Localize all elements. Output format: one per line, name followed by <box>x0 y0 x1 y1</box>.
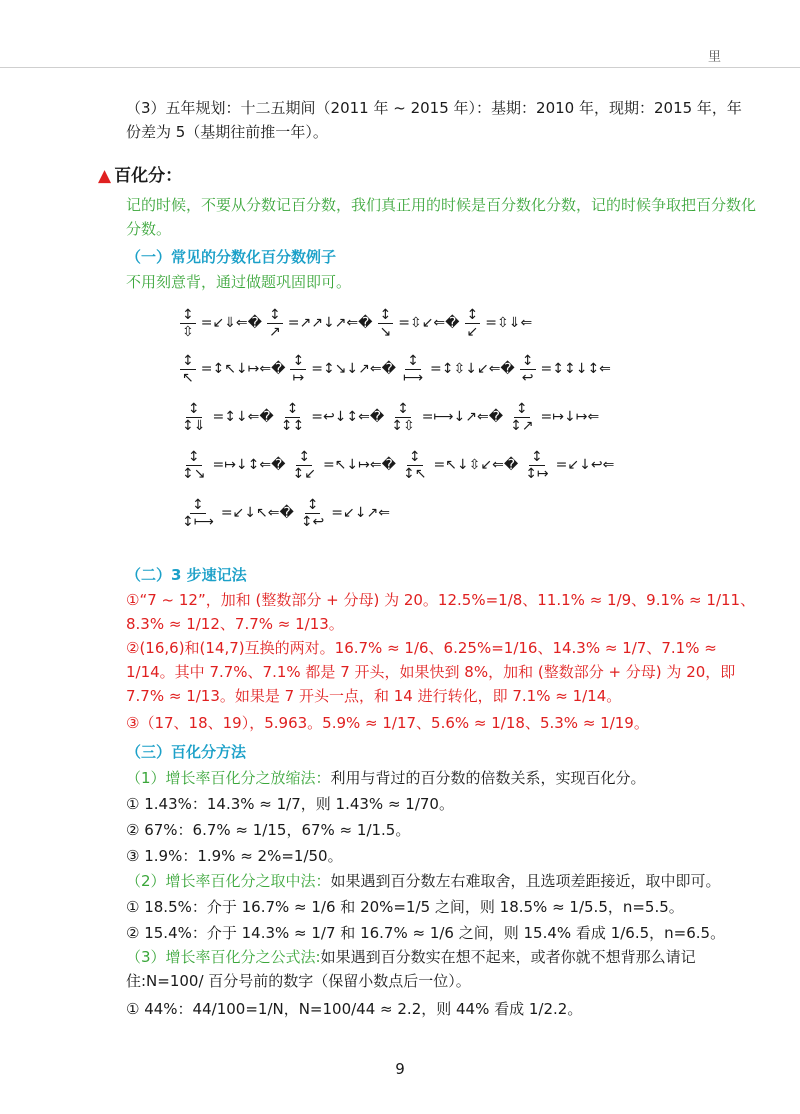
fraction-value: =↙↓↗⇐ <box>331 505 390 521</box>
fraction <box>299 497 326 530</box>
fraction-value: =↩↓↕⇐� <box>311 409 385 425</box>
sub2-point1: ①“7 ~ 12”，加和 (整数部分 + 分母) 为 20。12.5%=1/8、11.1% ≈ 1/9、9.1% ≈ 1/11、8.3% ≈ 1/12、7.7% ≈ 1/13。 <box>126 591 756 633</box>
intro-paragraph: （3）五年规划：十二五期间（2011 年 ~ 2015 年）：基期：2010 年，现期：2015 年，年份差为 5（基期往前推一年）。 <box>126 99 742 141</box>
fraction-denominator: ↙ <box>466 323 479 340</box>
fraction-numerator: ↕ <box>187 448 200 465</box>
fraction <box>180 449 207 482</box>
sub2-point3: ③（17、18、19），5.963。5.9% ≈ 1/17、5.6% ≈ 1/18、5.3% ≈ 1/19。 <box>126 714 649 732</box>
page-number: 9 <box>395 1060 405 1078</box>
section-title <box>98 161 182 186</box>
fraction-value: =↗↗↓↗⇐� <box>287 315 373 331</box>
fraction-value: =⇳↙⇐� <box>398 315 460 331</box>
fraction <box>290 353 306 386</box>
fraction-numerator: ↕ <box>379 306 392 323</box>
fraction-numerator: ↕ <box>531 448 543 465</box>
method3 <box>98 945 756 993</box>
fraction-denominator: ↘ <box>379 323 392 340</box>
fraction <box>523 449 550 482</box>
triangle-icon: ▲ <box>98 166 112 186</box>
fraction-numerator: ↕ <box>397 400 409 417</box>
fraction-row <box>178 349 614 389</box>
method3-text: 如果遇到百分数实在想不起来，或者你就不想背那么请记住:N=100/ 百分号前的数字（保留小数点后一位）。 <box>126 948 696 990</box>
fraction-numerator: ↕ <box>466 306 479 323</box>
fraction-value: =↖↓↦⇐� <box>322 457 396 473</box>
fraction <box>180 307 196 340</box>
fraction <box>508 401 535 434</box>
sub2-point2: ②(16,6)和(14,7)互换的两对。16.7% ≈ 1/6、6.25%=1/16、14.3% ≈ 1/7、7.1% ≈ 1/14。其中 7.7%、7.1% 都是 7 开头，如果快到 8%，加和 (整数部分 + 分母) 为 20，即 7.7% ≈ 1/13。如果是 7 开头一点，和 14 进行转化，即 7.1% ≈ 1/14。 <box>126 639 736 705</box>
fraction-denominator: ↕↗ <box>510 417 534 434</box>
fraction-row <box>178 493 393 533</box>
fraction-numerator: ↕ <box>521 352 534 369</box>
fraction <box>279 401 306 434</box>
fraction-numerator: ↕ <box>298 448 311 465</box>
fraction-denominator: ↕↖ <box>402 465 427 482</box>
sub3-title: （三）百化分方法 <box>126 743 247 761</box>
fraction-denominator: ↗ <box>269 323 281 340</box>
fraction-numerator: ↕ <box>407 352 419 369</box>
fraction-row <box>178 445 617 485</box>
fraction <box>180 497 216 530</box>
fraction-row <box>178 303 535 343</box>
fraction-numerator: ↕ <box>306 496 319 513</box>
fraction-numerator: ↕ <box>408 448 421 465</box>
fraction-denominator: ↕⟼ <box>182 513 214 530</box>
fraction-numerator: ↕ <box>515 400 528 417</box>
method3-item: ① 44%：44/100=1/N，N=100/44 ≈ 2.2，则 44% 看成 1/2.2。 <box>126 1000 583 1018</box>
fraction-value: =↕⇳↓↙⇐� <box>430 361 515 377</box>
method2-label: （2）增长率百化分之取中法： <box>126 872 331 890</box>
header-rule <box>0 67 800 68</box>
fraction-denominator: ↕↩ <box>300 513 325 530</box>
fraction-value: =↕↘↓↗⇐� <box>311 361 396 377</box>
method1-item: ② 67%：6.7% ≈ 1/15，67% ≈ 1/1.5。 <box>126 821 411 839</box>
fraction-numerator: ↕ <box>192 496 204 513</box>
fraction-value: =↖↓⇳↙⇐� <box>433 457 519 473</box>
fraction-denominator: ↕↘ <box>182 465 206 482</box>
fraction-value: =↙↓↖⇐� <box>220 505 294 521</box>
fraction-numerator: ↕ <box>182 352 194 369</box>
fraction-value: =↦↓↕⇐� <box>212 457 286 473</box>
fraction-value: =↦↓↦⇐ <box>540 409 600 425</box>
method1-item: ① 1.43%：14.3% ≈ 1/7，则 1.43% ≈ 1/70。 <box>126 795 454 813</box>
fraction <box>465 307 481 340</box>
fraction-denominator: ↕⇳ <box>391 417 415 434</box>
sub1-note: 不用刻意背，通过做题巩固即可。 <box>126 273 352 291</box>
method1-text: 利用与背过的百分数的倍数关系，实现百化分。 <box>330 769 646 787</box>
fraction-denominator: ⟼ <box>402 369 424 386</box>
fraction-value: =↕↕↓↕⇐ <box>540 361 611 377</box>
fraction <box>401 449 428 482</box>
fraction <box>389 401 416 434</box>
method1-label: （1）增长率百化分之放缩法： <box>126 769 331 787</box>
fraction-numerator: ↕ <box>269 306 281 323</box>
fraction-denominator: ⇳ <box>182 323 194 340</box>
fraction <box>290 449 317 482</box>
fraction <box>180 401 207 434</box>
fraction <box>401 353 425 386</box>
method2-text: 如果遇到百分数左右难取舍，且选项差距接近，取中即可。 <box>330 872 721 890</box>
header-mark: 里 <box>708 50 722 65</box>
sub1-title: （一）常见的分数化百分数例子 <box>126 248 337 266</box>
fraction-denominator: ↕↙ <box>292 465 316 482</box>
fraction-numerator: ↕ <box>286 400 299 417</box>
memo-note: 记的时候，不要从分数记百分数，我们真正用的时候是百分数化分数，记的时候争取把百分数化分数。 <box>126 196 757 238</box>
fraction-denominator: ↦ <box>292 369 305 386</box>
fraction-value: =⇳⇓⇐ <box>485 315 533 331</box>
method2-item: ① 18.5%：介于 16.7% ≈ 1/6 和 20%=1/5 之间，则 18.5% ≈ 1/5.5，n=5.5。 <box>126 898 684 916</box>
fraction-row <box>178 397 602 437</box>
sub2-title: （二）3 步速记法 <box>126 566 247 584</box>
fraction-value: =⟼↓↗⇐� <box>421 409 504 425</box>
method1 <box>98 766 756 790</box>
fraction-numerator: ↕ <box>292 352 305 369</box>
fraction-value: =↕↓⇐� <box>212 409 274 425</box>
fraction-denominator: ↕↦ <box>525 465 549 482</box>
fraction-value: =↙⇓⇐� <box>200 315 263 331</box>
fraction-denominator: ↖ <box>182 369 194 386</box>
method3-label: （3）增长率百化分之公式法: <box>126 948 321 966</box>
fraction-denominator: ↕⇓ <box>182 417 206 434</box>
fraction <box>180 353 196 386</box>
method2-item: ② 15.4%：介于 14.3% ≈ 1/7 和 16.7% ≈ 1/6 之间，则 15.4% 看成 1/6.5，n=6.5。 <box>126 924 726 942</box>
fraction <box>267 307 283 340</box>
method1-item: ③ 1.9%：1.9% ≈ 2%=1/50。 <box>126 847 343 865</box>
fraction-denominator: ↩ <box>521 369 534 386</box>
fraction-value: =↙↓↩⇐ <box>555 457 615 473</box>
fraction <box>378 307 394 340</box>
fraction <box>520 353 536 386</box>
fraction-value: =↕↖↓↦⇐� <box>200 361 286 377</box>
section-title-text: 百化分： <box>114 166 183 186</box>
method2 <box>98 869 756 893</box>
fraction-numerator: ↕ <box>182 306 194 323</box>
fraction-numerator: ↕ <box>187 400 200 417</box>
fraction-denominator: ↕↕ <box>280 417 305 434</box>
